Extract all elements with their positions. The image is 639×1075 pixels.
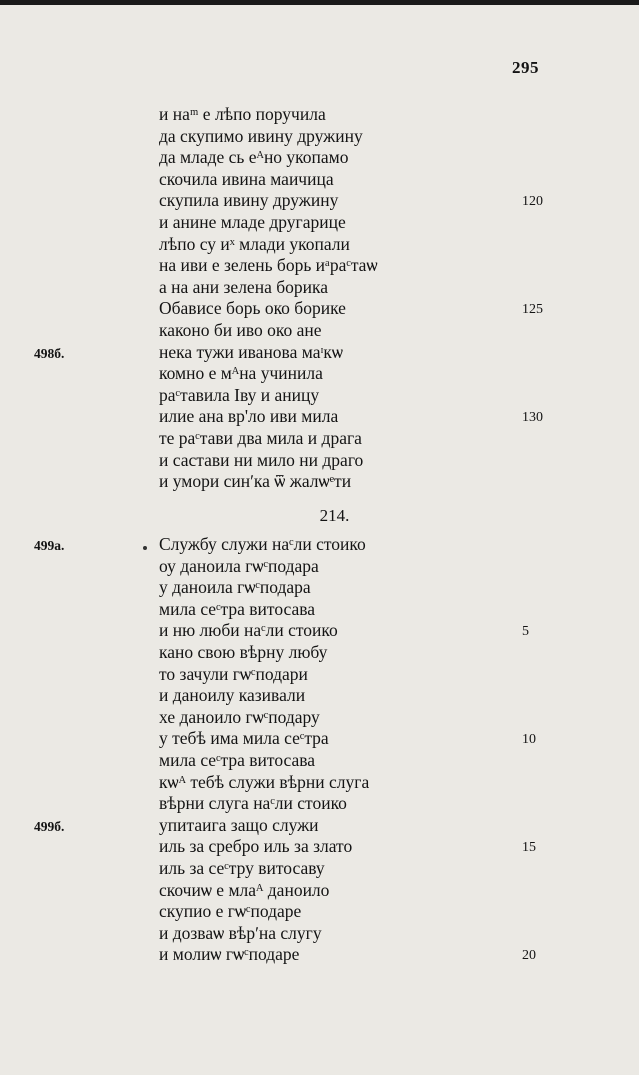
verse-line	[0, 556, 639, 578]
verse-text: иль за сребро иль за злато	[159, 836, 353, 857]
verse-text: а на ани зелена борика	[159, 276, 328, 297]
verse-line	[0, 599, 639, 621]
verse-line	[0, 836, 639, 858]
poem-214	[0, 534, 639, 966]
poem-number-heading: 214.	[319, 506, 350, 525]
verse-line	[0, 450, 639, 472]
manuscript-folio-note: 499б.	[34, 818, 65, 834]
line-number: 10	[522, 732, 536, 748]
verse-text: нека тужи иванова маᶦкѡ	[159, 341, 343, 362]
manuscript-folio-note: 498б.	[34, 345, 65, 361]
verse-text: каконо би иво око ане	[159, 319, 322, 340]
verse-text: да скупимо ивину дружину	[159, 125, 363, 146]
verse-line	[0, 620, 639, 642]
verse-text: скупио е гѡᶜподаре	[159, 901, 302, 922]
verse-text: Службу служи наᶜли стоико	[159, 534, 366, 554]
verse-line	[0, 104, 639, 126]
verse-text: Обависе борь око борике	[159, 298, 346, 319]
verse-text: у тебѣ има мила сеᶜтра	[159, 728, 329, 749]
verse-line	[0, 406, 639, 428]
verse-line	[0, 385, 639, 407]
verse-text: кано свою вѣрну любу	[159, 641, 328, 662]
verse-line	[0, 342, 639, 364]
verse-line	[0, 815, 639, 837]
verse-text: и дозваѡ вѣрʹна слугу	[159, 922, 322, 943]
verse-line	[0, 126, 639, 148]
line-number: 120	[522, 194, 543, 210]
verse-line	[0, 320, 639, 342]
verse-text: на иви е зелень борь иᵃраᶜтаѡ	[159, 255, 378, 276]
verse-line	[0, 707, 639, 729]
verse-line	[0, 664, 639, 686]
verse-line	[0, 234, 639, 256]
verse-text: упитаига защо служи	[159, 814, 319, 835]
verse-text: лѣпо су иˣ млади укопали	[159, 233, 350, 254]
verse-text: да младе сь еᴬно укопамо	[159, 147, 349, 168]
line-number: 125	[522, 302, 543, 318]
verse-text: скупила ивину дружину	[159, 190, 339, 211]
verse-text: иль за сеᶜтру витосаву	[159, 857, 325, 878]
page-number: 295	[512, 58, 539, 77]
verse-line	[0, 858, 639, 880]
verse-line	[0, 298, 639, 320]
line-number: 130	[522, 410, 543, 426]
verse-line	[0, 923, 639, 945]
verse-line	[0, 642, 639, 664]
line-number: 15	[522, 840, 536, 856]
verse-text: и молиѡ гѡᶜподаре	[159, 944, 300, 965]
verse-line	[0, 577, 639, 599]
verse-line	[0, 750, 639, 772]
top-edge-shadow	[0, 0, 639, 5]
verse-line	[0, 901, 639, 923]
poem-213-continuation	[0, 104, 639, 493]
verse-line	[0, 190, 639, 212]
verse-line	[0, 277, 639, 299]
verse-line	[0, 880, 639, 902]
verse-text: раᶜтавила Іву и аницу	[159, 384, 320, 405]
verse-text: скочиѡ е млаᴬ даноило	[159, 879, 330, 900]
verse-text: хе даноило гѡᶜподару	[159, 706, 320, 727]
verse-text: кѡᴬ тебѣ служи вѣрни слуга	[159, 771, 370, 792]
line-number: 5	[522, 624, 529, 640]
verse-text: илие ана вр'ло иви мила	[159, 406, 339, 427]
verse-text: мила сеᶜтра витосава	[159, 749, 316, 770]
verse-text: вѣрни слуга наᶜли стоико	[159, 793, 347, 814]
verse-text: мила сеᶜтра витосава	[159, 598, 316, 619]
verse-text: и анине младе другарице	[159, 211, 346, 232]
verse-text: комно е мᴬна учинила	[159, 363, 323, 384]
verse-text: и умори синʹка ѿ жалѡᵉти	[159, 471, 352, 492]
verse-line	[0, 772, 639, 794]
verse-text: скочила ивина маичица	[159, 168, 334, 189]
line-number: 20	[522, 948, 536, 964]
verse-text: и ню люби наᶜли стоико	[159, 620, 338, 641]
manuscript-folio-note: 499а.	[34, 538, 65, 553]
verse-line	[0, 471, 639, 493]
verse-line	[0, 944, 639, 966]
verse-text: и састави ни мило ни драго	[159, 449, 364, 470]
verse-line	[0, 793, 639, 815]
verse-line	[0, 212, 639, 234]
verse-line	[0, 169, 639, 191]
verse-line	[0, 728, 639, 750]
verse-text: те раᶜтави два мила и драга	[159, 427, 362, 448]
verse-line	[0, 255, 639, 277]
verse-text: у даноила гѡᶜподара	[159, 577, 311, 598]
verse-text: и даноилу казивали	[159, 685, 306, 706]
verse-line	[0, 428, 639, 450]
verse-line	[0, 147, 639, 169]
verse-line	[0, 363, 639, 385]
verse-text: оу даноила гѡᶜподара	[159, 555, 319, 576]
verse-line	[0, 685, 639, 707]
verse-text: и наᵐ е лѣпо поручила	[159, 104, 326, 124]
verse-text: то зачули гѡᶜподари	[159, 663, 308, 684]
verse-line	[0, 534, 639, 556]
